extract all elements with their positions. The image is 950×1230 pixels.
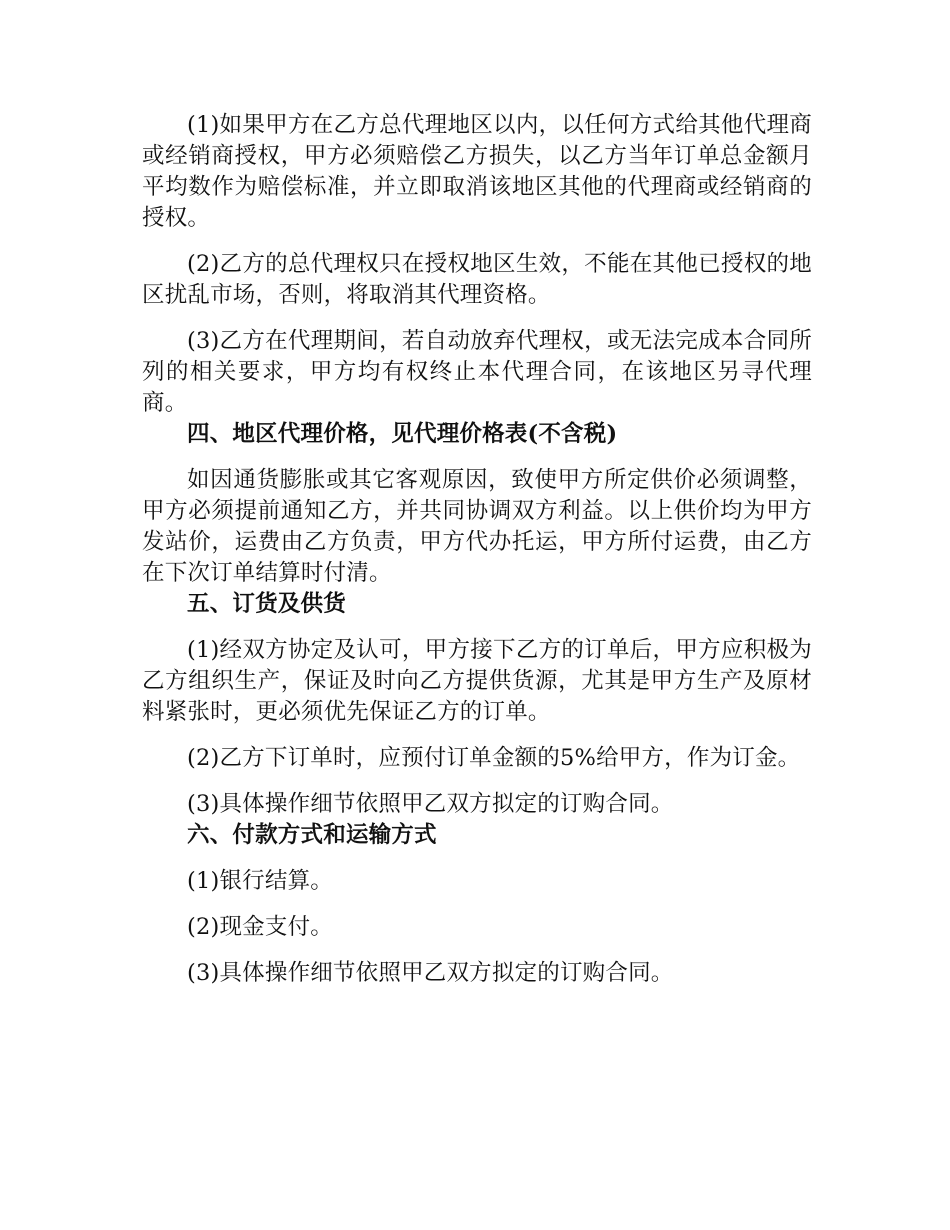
clause-5-3: (3)具体操作细节依照甲乙双方拟定的订购合同。: [187, 791, 674, 817]
section-heading-4: 四、地区代理价格，见代理价格表(不含税): [187, 421, 618, 447]
clause-6-3: (3)具体操作细节依照甲乙双方拟定的订购合同。: [187, 960, 674, 986]
clause-5-2: (2)乙方下订单时，应预付订单金额的5%给甲方，作为订金。: [187, 745, 801, 771]
clause-3-1: (1)如果甲方在乙方总代理地区以内，以任何方式给其他代理商或经销商授权，甲方必须赔偿乙方损失，以乙方当年订单总金额月平均数作为赔偿标准，并立即取消该地区其他的代理商或经销商的授权。: [142, 112, 812, 231]
document-body: [142, 110, 812, 989]
section-heading-5: 五、订货及供货: [187, 591, 346, 617]
clause-3-2: (2)乙方的总代理权只在授权地区生效，不能在其他已授权的地区扰乱市场，否则，将取消其代理资格。: [142, 251, 812, 308]
clause-5-1: (1)经双方协定及认可，甲方接下乙方的订单后，甲方应积极为乙方组织生产，保证及时向乙方提供货源，尤其是甲方生产及原材料紧张时，更必须优先保证乙方的订单。: [142, 637, 812, 725]
section-4-paragraph: 如因通货膨胀或其它客观原因，致使甲方所定供价必须调整，甲方必须提前通知乙方，并共同协调双方利益。以上供价均为甲方发站价，运费由乙方负责，甲方代办托运，甲方所付运费，由乙方在下次订单结算时付清。: [142, 467, 812, 586]
clause-6-1: (1)银行结算。: [187, 868, 333, 894]
clause-6-2: (2)现金支付。: [187, 914, 333, 940]
clause-3-3: (3)乙方在代理期间，若自动放弃代理权，或无法完成本合同所列的相关要求，甲方均有权终止本代理合同，在该地区另寻代理商。: [142, 328, 812, 416]
section-heading-6: 六、付款方式和运输方式: [187, 822, 437, 848]
